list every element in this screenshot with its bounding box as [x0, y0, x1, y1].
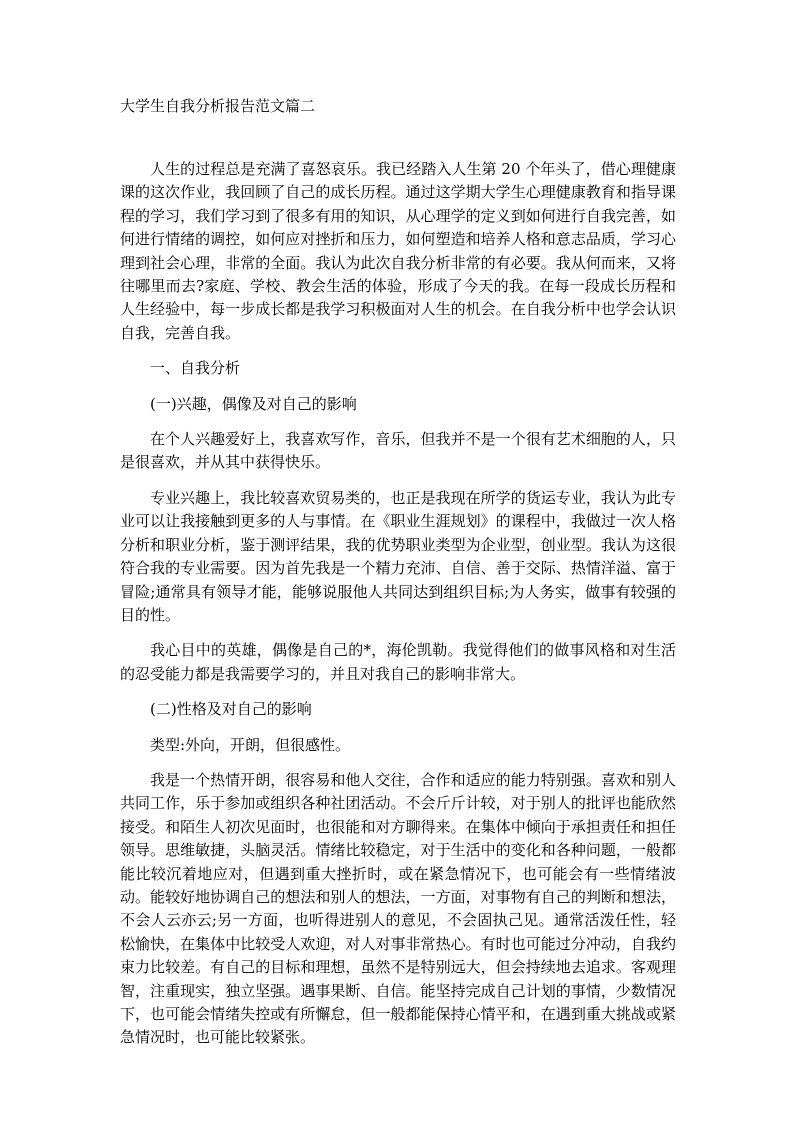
section-heading-self-analysis: 一、自我分析 [150, 359, 241, 378]
document-body [120, 158, 676, 1050]
document-title: 大学生自我分析报告范文篇二 [120, 97, 316, 115]
intro-paragraph: 人生的过程总是充满了喜怒哀乐。我已经踏入人生第 20 个年头了，借心理健康课的这次作业，我回顾了自己的成长历程。通过这学期大学生心理健康教育和指导课程的学习，我们学习到了很多有用的知识，从心理学的定义到如何进行自我完善，如何进行情绪的调控，如何应对挫折和压力，如何塑造和培养人格和意志品质，学习心理到社会心理，非常的全面。我认为此次自我分析非常的有必要。我从何而来，又将往哪里而去?家庭、学校、教会生活的体验，形成了今天的我。在每一段成长历程和人生经验中，每一步成长都是我学习积极面对人生的机会。在自我分析中也学会认识自我，完善自我。 [120, 160, 676, 342]
paragraph-heroes: 我心目中的英雄，偶像是自己的*，海伦凯勒。我觉得他们的做事风格和对生活的忍受能力都是我需要学习的，并且对我自己的影响非常大。 [120, 641, 676, 683]
paragraph-personality-description: 我是一个热情开朗，很容易和他人交往，合作和适应的能力特别强。喜欢和别人共同工作，乐于参加或组织各种社团活动。不会斤斤计较，对于别人的批评也能欣然接受。和陌生人初次见面时，也很能和对方聊得来。在集体中倾向于承担责任和担任领导。思维敏捷，头脑灵活。情绪比较稳定，对于生活中的变化和各种问题，一般都能比较沉着地应对，但遇到重大挫折时，或在紧急情况下，也可能会有一些情绪波动。能较好地协调自己的想法和别人的想法，一方面，对事物有自己的判断和想法，不会人云亦云;另一方面，也听得进别人的意见，不会固执己见。通常活泼任性，轻松愉快，在集体中比较受人欢迎，对人对事非常热心。有时也可能过分冲动，自我约束力比较差。有自己的目标和理想，虽然不是特别远大，但会持续地去追求。客观理智，注重现实，独立坚强。遇事果断、自信。能坚持完成自己计划的事情，少数情况下，也可能会情绪失控或有所懈怠，但一般都能保持心情平和，在遇到重大挑战或紧急情况时，也可能比较紧张。 [120, 770, 676, 1047]
subsection-heading-interests: (一)兴趣，偶像及对自己的影响 [150, 394, 357, 413]
paragraph-personal-interests: 在个人兴趣爱好上，我喜欢写作，音乐，但我并不是一个很有艺术细胞的人，只是很喜欢，并从其中获得快乐。 [120, 430, 676, 472]
paragraph-personality-type: 类型:外向，开朗，但很感性。 [150, 735, 351, 754]
subsection-heading-personality: (二)性格及对自己的影响 [150, 700, 312, 719]
paragraph-professional-interests: 专业兴趣上，我比较喜欢贸易类的，也正是我现在所学的货运专业，我认为此专业可以让我接触到更多的人与事情。在《职业生涯规划》的课程中，我做过一次人格分析和职业分析，鉴于测评结果，我的优势职业类型为企业型，创业型。我认为这很符合我的专业需要。因为首先我是一个精力充沛、自信、善于交际、热情洋溢、富于冒险;通常具有领导才能，能够说服他人共同达到组织目标;为人务实，做事有较强的目的性。 [120, 488, 676, 624]
